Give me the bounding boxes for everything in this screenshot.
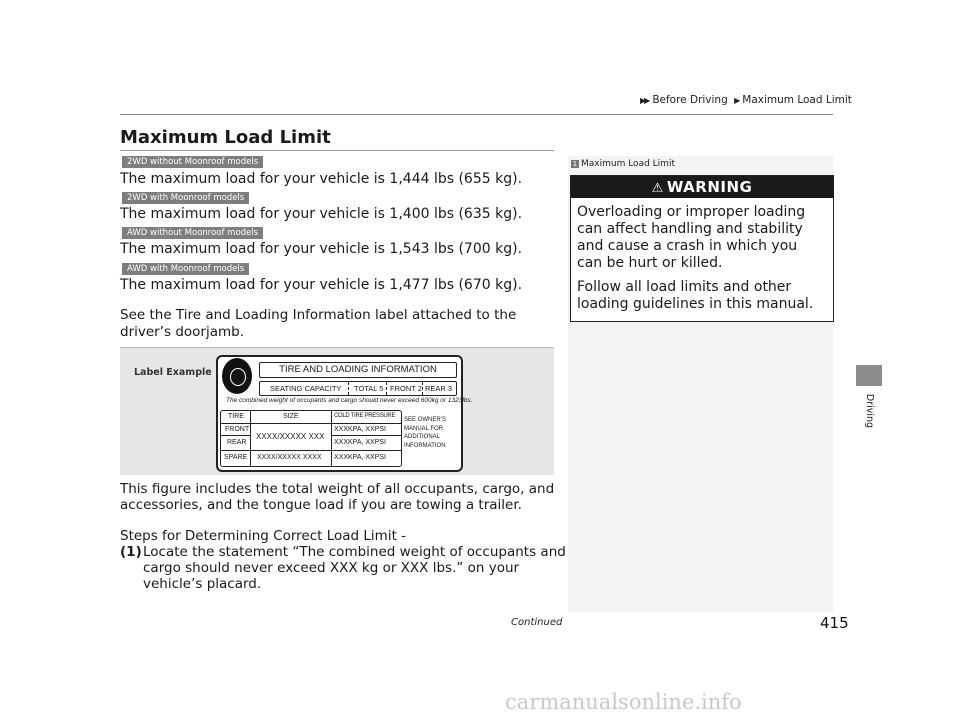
follow-guidelines-text: Follow all load limits and other loading guidelines in this manual. bbox=[577, 279, 814, 312]
chapter-tab-marker bbox=[856, 365, 882, 386]
warning-text: Overloading or improper loading can affect handling and stability and cause a crash in which you can be hurt or killed. bbox=[577, 204, 806, 271]
tire-icon bbox=[222, 358, 252, 394]
warning-header: ⚠ WARNING bbox=[571, 176, 833, 198]
page-number: 415 bbox=[820, 614, 849, 632]
side-note-title: 1 Maximum Load Limit bbox=[572, 159, 675, 169]
steps-heading: Steps for Determining Correct Load Limit - bbox=[120, 528, 407, 544]
combined-weight-statement: The combined weight of occupants and cargo should never exceed 600kg or 1323lbs. bbox=[226, 397, 473, 404]
header-divider bbox=[120, 114, 833, 115]
load-limit-text: The maximum load for your vehicle is 1,444 lbs (655 kg). bbox=[120, 171, 523, 187]
col-header-pressure: COLD TIRE PRESSURE bbox=[334, 413, 396, 419]
seating-capacity-row bbox=[259, 381, 457, 396]
figure-description-line: accessories, and the tongue load if you are towing a trailer. bbox=[120, 497, 522, 513]
see-label-paragraph: See the Tire and Loading Information label attached to the driver’s doorjamb. bbox=[120, 307, 517, 340]
figure-description-line: This figure includes the total weight of all occupants, cargo, and bbox=[120, 481, 555, 497]
warning-triangle-icon: ⚠ bbox=[651, 181, 664, 196]
seating-rear: REAR 3 bbox=[425, 384, 453, 393]
pressure-front: XXXKPA, XXPSI bbox=[334, 426, 387, 433]
seating-capacity-label: SEATING CAPACITY bbox=[270, 384, 342, 393]
breadcrumb bbox=[640, 94, 852, 106]
step-text: cargo should never exceed XXX kg or XXX lbs.” on your bbox=[143, 560, 520, 576]
label-example-caption: Label Example bbox=[134, 367, 212, 378]
pressure-spare: XXXKPA, XXPSI bbox=[334, 454, 387, 461]
step-number: (1) bbox=[120, 544, 142, 560]
col-header-size: SIZE bbox=[283, 413, 299, 420]
size-spare: XXXX/XXXXX XXXX bbox=[257, 454, 322, 461]
load-limit-text: The maximum load for your vehicle is 1,477 lbs (670 kg). bbox=[120, 277, 523, 293]
page-title: Maximum Load Limit bbox=[120, 127, 331, 148]
model-badge: AWD with Moonroof models bbox=[122, 263, 249, 275]
breadcrumb-arrow-icon: ▶ bbox=[734, 96, 739, 105]
row-label-front: FRONT bbox=[225, 426, 250, 433]
row-label-spare: SPARE bbox=[224, 454, 248, 461]
model-badge: 2WD without Moonroof models bbox=[122, 156, 263, 168]
seating-total: TOTAL 5 bbox=[354, 384, 384, 393]
pressure-rear: XXXKPA, XXPSI bbox=[334, 439, 387, 446]
col-header-tire: TIRE bbox=[228, 413, 244, 420]
note-marker-icon: 1 bbox=[572, 160, 578, 168]
step-text: vehicle’s placard. bbox=[143, 576, 262, 592]
load-limit-text: The maximum load for your vehicle is 1,543 lbs (700 kg). bbox=[120, 241, 523, 257]
model-badge: AWD without Moonroof models bbox=[122, 227, 263, 239]
step-text: Locate the statement “The combined weight of occupants and bbox=[143, 544, 566, 560]
breadcrumb-item-before-driving[interactable]: Before Driving bbox=[652, 94, 728, 106]
breadcrumb-item-maximum-load-limit[interactable]: Maximum Load Limit bbox=[742, 94, 852, 106]
seating-front: FRONT 2 bbox=[390, 384, 422, 393]
watermark: carmanualsonline.info bbox=[505, 690, 742, 714]
load-limit-text: The maximum load for your vehicle is 1,400 lbs (635 kg). bbox=[120, 206, 523, 222]
tire-pressure-table bbox=[220, 410, 402, 467]
row-label-rear: REAR bbox=[227, 439, 247, 446]
size-front-rear: XXXX/XXXXX XXX bbox=[256, 432, 325, 441]
breadcrumb-arrow-icon: ▶▶ bbox=[640, 96, 649, 105]
chapter-tab-label[interactable]: Driving bbox=[864, 393, 875, 429]
model-badge: 2WD with Moonroof models bbox=[122, 192, 249, 204]
continued-label: Continued bbox=[511, 617, 563, 628]
see-owners-manual-note: SEE OWNER’S MANUAL FOR ADDITIONAL INFORMATION bbox=[404, 417, 447, 449]
title-divider bbox=[120, 150, 554, 151]
placard-title: TIRE AND LOADING INFORMATION bbox=[259, 362, 457, 378]
